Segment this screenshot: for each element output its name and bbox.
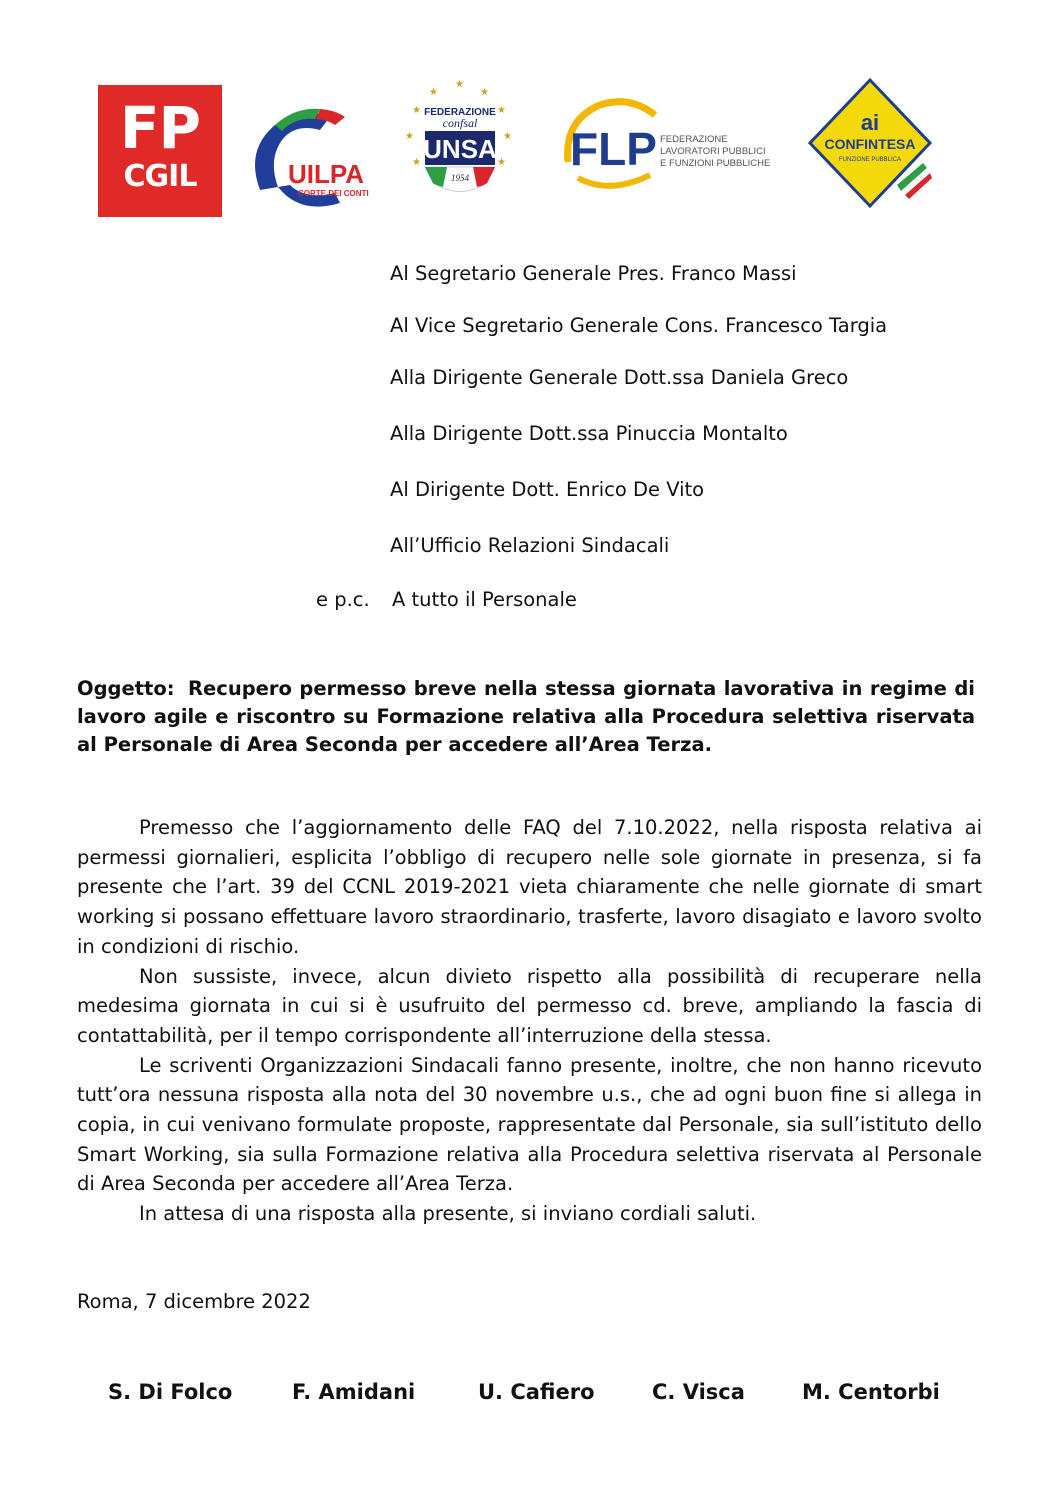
svg-text:★: ★ <box>480 87 489 98</box>
place-date: Roma, 7 dicembre 2022 <box>77 1290 311 1313</box>
subject-text: Recupero permesso breve nella stessa giornata lavorativa in regime di lavoro agile e riscontro su Formazione relativa alla Procedura selettiva riservata al Personale di Area Seconda per accedere all’Area Terza. <box>77 677 975 756</box>
flp-logo <box>560 90 775 200</box>
unsa-logo-middle: confsal <box>442 116 478 130</box>
svg-text:ai: ai <box>860 110 880 135</box>
cc-text: A tutto il Personale <box>392 588 577 611</box>
unsa-logo <box>395 75 525 215</box>
svg-text:★: ★ <box>412 157 421 168</box>
fp-cgil-logo-cgil: CGIL <box>123 159 197 194</box>
unsa-logo-year: 1954 <box>451 173 469 183</box>
uilpa-logo-sub: CORTE DEI CONTI <box>298 189 369 198</box>
svg-text:★: ★ <box>429 87 438 98</box>
body-paragraph: Premesso che l’aggiornamento delle FAQ del 7.10.2022, nella risposta relativa ai permessi giornalieri, esplicita l’obbligo di recupero nelle sole giornate in presenza, si fa presente che l’art. 39 del CCNL 2019-2021 vieta chiaramente che nelle giornate di smart working si possano effettuare lavoro straordinario, trasferte, lavoro disagiato e lavoro svolto in condizioni di rischio. <box>77 816 982 958</box>
cc-label: e p.c. <box>316 588 370 611</box>
unsa-logo-name: UNSA <box>423 134 497 164</box>
letter-body <box>77 813 982 1229</box>
confintesa-logo <box>805 75 935 215</box>
subject-block <box>77 675 975 759</box>
subject-label: Oggetto: <box>77 677 175 700</box>
recipient-line: All’Ufficio Relazioni Sindacali <box>390 534 670 557</box>
svg-text:★: ★ <box>503 131 512 142</box>
cc-line <box>316 588 577 611</box>
uilpa-logo-name: UILPA <box>288 159 365 189</box>
body-paragraph: Le scriventi Organizzazioni Sindacali fanno presente, inoltre, che non hanno ricevuto tutt’ora nessuna risposta alla nota del 30 novembre u.s., che ad ogni buon fine si allega in copia, in cui venivano formulate proposte, rappresentate dal Personale, sia sull’istituto dello Smart Working, sia sulla Formazione relativa alla Procedura selettiva riservata al Personale di Area Seconda per accedere all’Area Terza. <box>77 1053 982 1196</box>
logo-strip <box>90 60 970 230</box>
recipient-line: Alla Dirigente Generale Dott.ssa Daniela Greco <box>390 366 849 389</box>
fp-cgil-logo-fp: FP <box>119 94 201 162</box>
svg-text:★: ★ <box>497 105 506 116</box>
uilpa-logo <box>240 95 380 220</box>
body-paragraph: In attesa di una risposta alla presente, si inviano cordiali saluti. <box>139 1202 757 1226</box>
signature-name: C. Visca <box>652 1380 745 1404</box>
svg-text:★: ★ <box>412 105 421 116</box>
flp-logo-name: FLP <box>570 123 657 175</box>
flp-logo-line2: LAVORATORI PUBBLICI <box>660 146 766 157</box>
flp-logo-line1: FEDERAZIONE <box>660 134 728 145</box>
recipient-line: Al Vice Segretario Generale Cons. Francesco Targia <box>390 314 888 337</box>
confintesa-logo-name: CONFINTESA <box>824 136 916 152</box>
signature-name: S. Di Folco <box>108 1380 233 1404</box>
recipient-line: Al Dirigente Dott. Enrico De Vito <box>390 478 705 501</box>
confintesa-logo-sub: FUNZIONE PUBBLICA <box>838 157 902 163</box>
signature-name: M. Centorbi <box>802 1380 940 1404</box>
signature-name: U. Cafiero <box>478 1380 595 1404</box>
fp-cgil-logo <box>98 85 222 217</box>
body-paragraph: Non sussiste, invece, alcun divieto rispetto alla possibilità di recuperare nella medesima giornata in cui si è usufruito del permesso cd. breve, ampliando la fascia di contattabilità, per il tempo corrispondente all’interruzione della stessa. <box>77 964 982 1047</box>
recipient-line: Al Segretario Generale Pres. Franco Massi <box>390 262 797 285</box>
recipient-line: Alla Dirigente Dott.ssa Pinuccia Montalto <box>390 422 788 445</box>
signature-name: F. Amidani <box>292 1380 416 1404</box>
flp-logo-line3: E FUNZIONI PUBBLICHE <box>660 158 771 169</box>
unsa-logo-top: FEDERAZIONE <box>424 107 496 118</box>
svg-text:★: ★ <box>497 157 506 168</box>
svg-text:★: ★ <box>405 131 414 142</box>
svg-text:★: ★ <box>455 79 464 90</box>
